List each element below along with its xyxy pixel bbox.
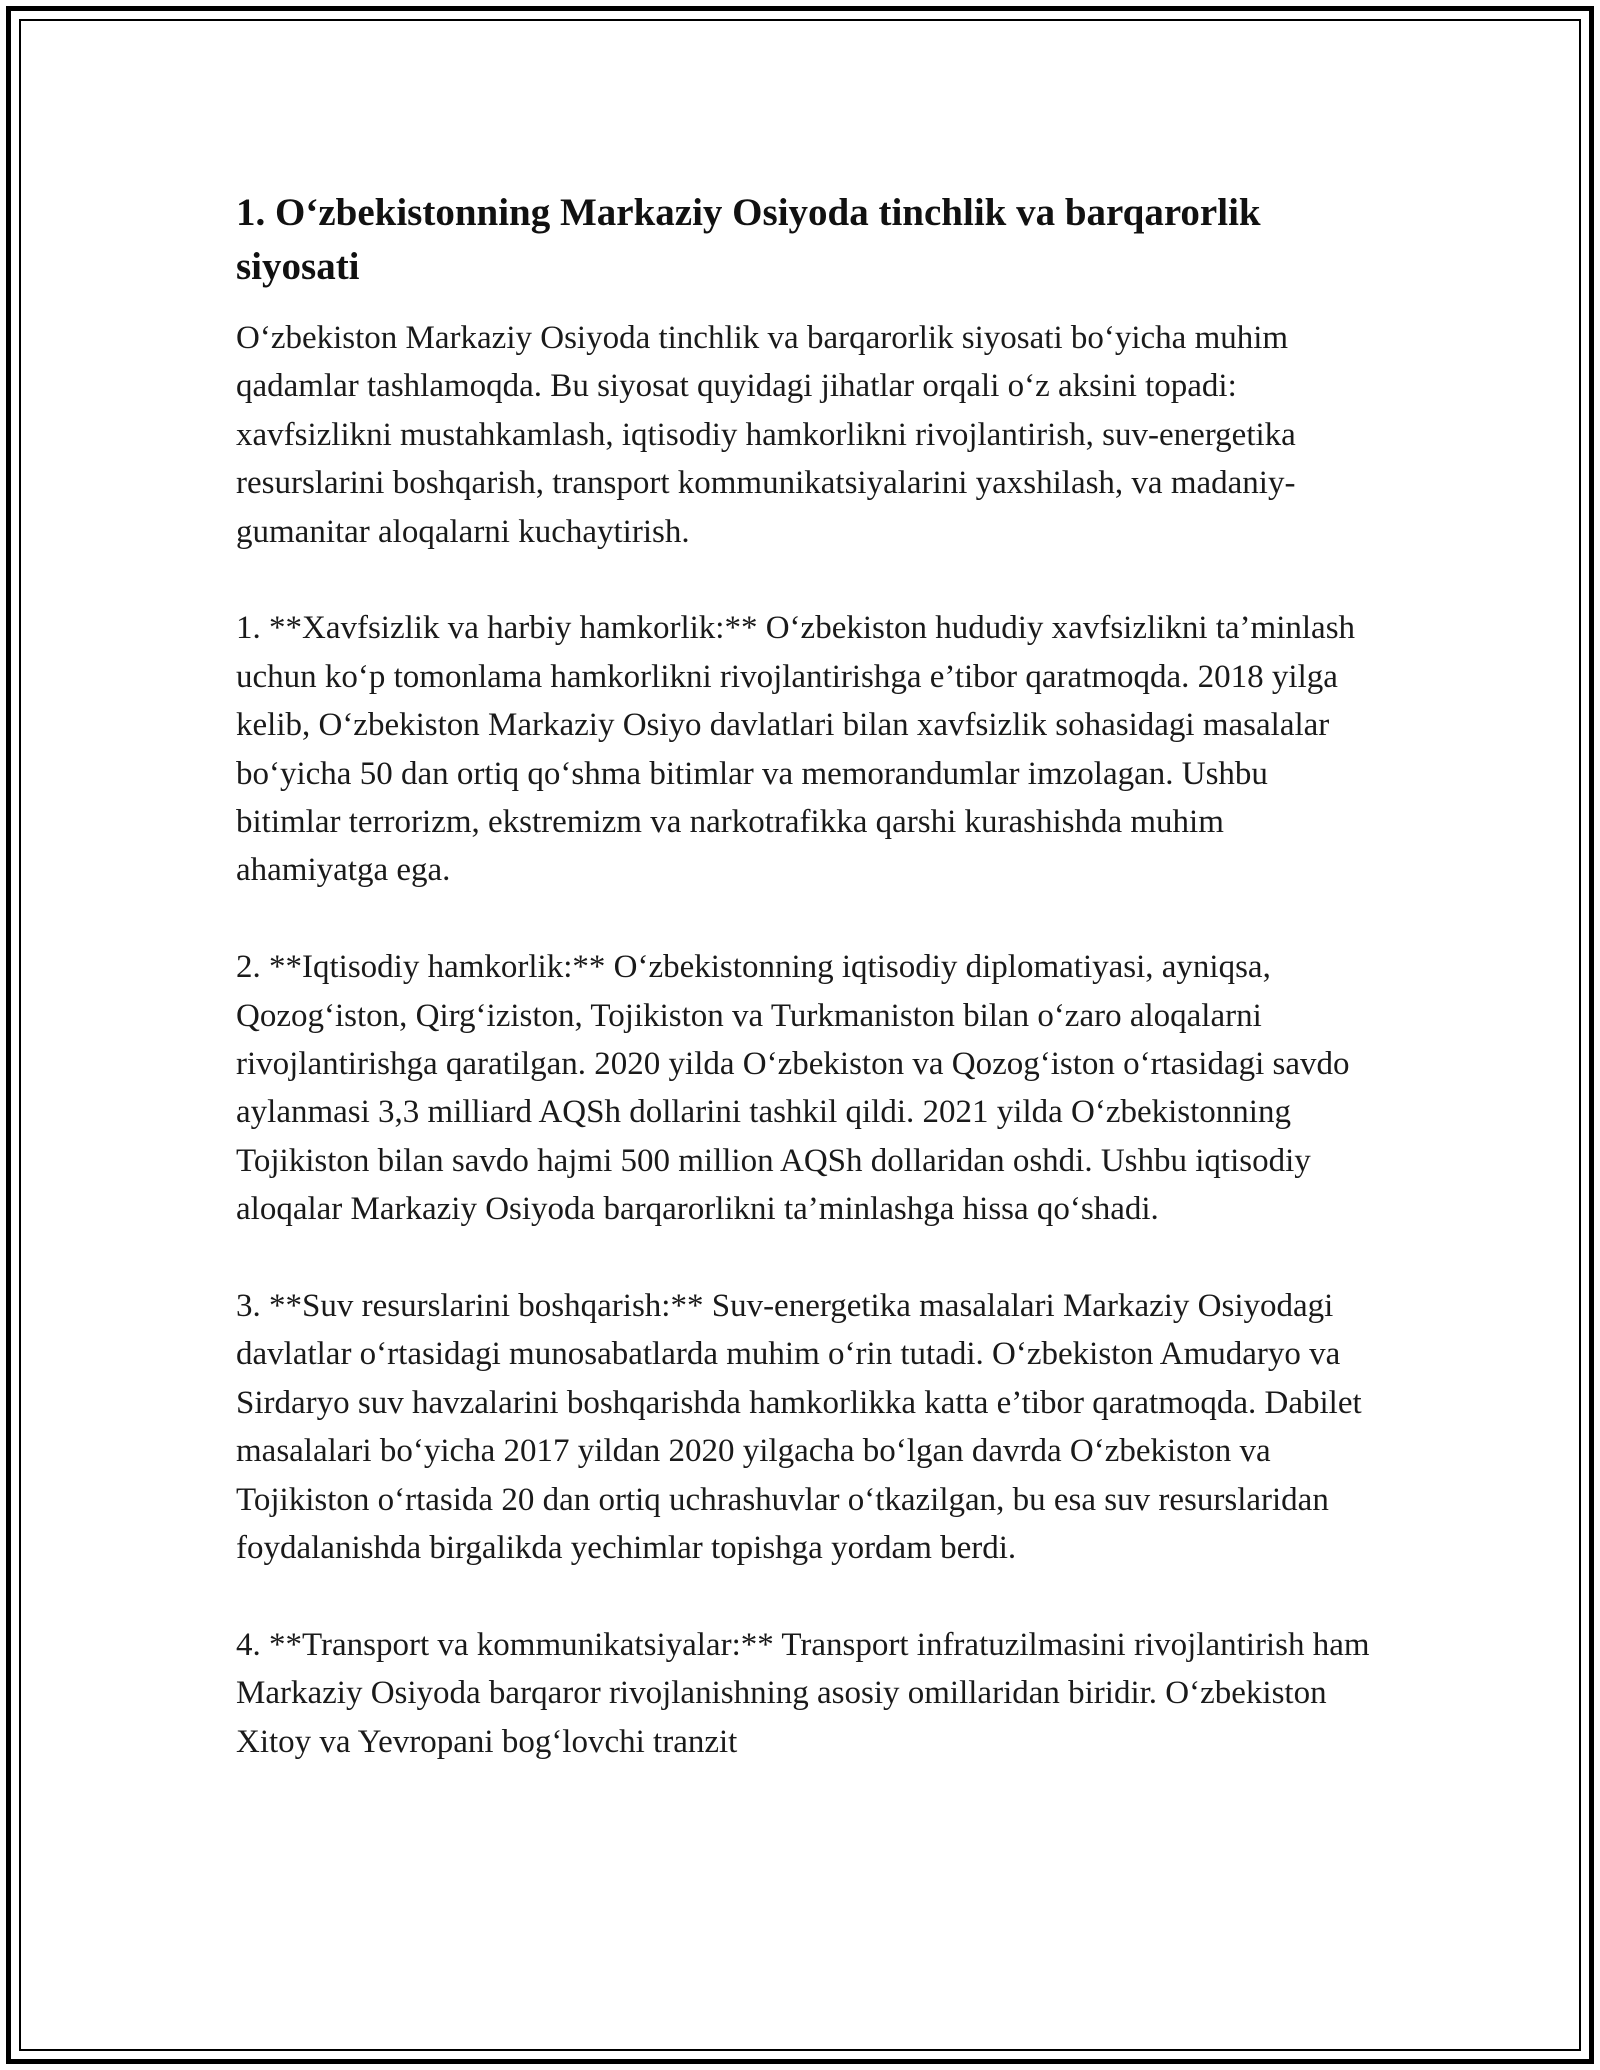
document-body (236, 186, 1372, 1766)
paragraph-water: 3. **Suv resurslarini boshqarish:** Suv-energetika masalalari Markaziy Osiyodagi davlatlar o‘rtasidagi munosabatlarda muhim o‘rin tutadi. O‘zbekiston Amudaryo va Sirdaryo suv havzalarini boshqarishda hamkorlikka katta e’tibor qaratmoqda. Dabilet masalalari bo‘yicha 2017 yildan 2020 yilgacha bo‘lgan davrda O‘zbekiston va Tojikiston o‘rtasida 20 dan ortiq uchrashuvlar o‘tkazilgan, bu esa suv resurslaridan foydalanishda birgalikda yechimlar topishga yordam berdi. (236, 1288, 1362, 1567)
document-title: 1. O‘zbekistonning Markaziy Osiyoda tinchlik va barqarorlik siyosati (236, 191, 1261, 288)
paragraph-economy: 2. **Iqtisodiy hamkorlik:** O‘zbekistonning iqtisodiy diplomatiyasi, ayniqsa, Qozog‘iston, Qirg‘iziston, Tojikiston va Turkmaniston bilan o‘zaro aloqalarni rivojlantirishga qaratilgan. 2020 yilda O‘zbekiston va Qozog‘iston o‘rtasidagi savdo aylanmasi 3,3 milliard AQSh dollarini tashkil qildi. 2021 yilda O‘zbekistonning Tojikiston bilan savdo hajmi 500 million AQSh dollaridan oshdi. Ushbu iqtisodiy aloqalar Markaziy Osiyoda barqarorlikni ta’minlashga hissa qo‘shadi. (236, 949, 1350, 1228)
paragraph-transport: 4. **Transport va kommunikatsiyalar:** Transport infratuzilmasini rivojlantirish ham Markaziy Osiyoda barqaror rivojlanishning asosiy omillaridan biridir. O‘zbekiston Xitoy va Yevropani bog‘lovchi tranzit (236, 1626, 1370, 1760)
intro-paragraph: O‘zbekiston Markaziy Osiyoda tinchlik va barqarorlik siyosati bo‘yicha muhim qadamlar tashlamoqda. Bu siyosat quyidagi jihatlar orqali o‘z aksini topadi: xavfsizlikni mustahkamlash, iqtisodiy hamkorlikni rivojlantirish, suv-energetika resurslarini boshqarish, transport kommunikatsiyalarini yaxshilash, va madaniy-gumanitar aloqalarni kuchaytirish. (236, 320, 1296, 550)
paragraph-security: 1. **Xavfsizlik va harbiy hamkorlik:** O‘zbekiston hududiy xavfsizlikni ta’minlash uchun ko‘p tomonlama hamkorlikni rivojlantirishga e’tibor qaratmoqda. 2018 yilga kelib, O‘zbekiston Markaziy Osiyo davlatlari bilan xavfsizlik sohasidagi masalalar bo‘yicha 50 dan ortiq qo‘shma bitimlar va memorandumlar imzolagan. Ushbu bitimlar terrorizm, ekstremizm va narkotrafikka qarshi kurashishda muhim ahamiyatga ega. (236, 610, 1356, 889)
